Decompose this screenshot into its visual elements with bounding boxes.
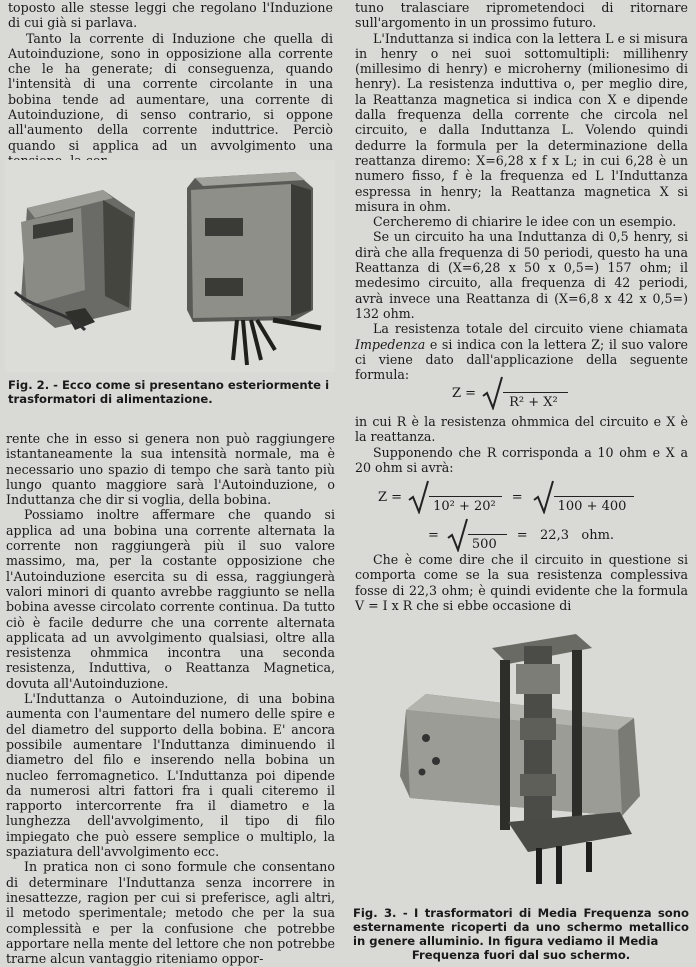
formula-lhs: Z = <box>378 489 403 505</box>
right-column-top <box>355 0 688 382</box>
caption-text: Fig. 3. - I trasformatori di Media Frequenza sono esternamente ricoperti da uno schermo metallico in genere alluminio. In figura vediamo il Media <box>353 906 689 948</box>
radical-sign-icon <box>408 480 430 514</box>
figure-3-if-transformer-photo <box>396 626 646 898</box>
paragraph: L'Induttanza si indica con la lettera L e si misura in henry o nei suoi sottomultipli: millihenry (millesimo di henry) e microherny (milionesimo di henry). La resistenza induttiva o, per meglio dire, la Reattanza magnetica si indica con X e dipende dalla frequenza della corrente che circola nel circuito, e dalla Induttanza L. Volendo quindi dedurre la formula per la determinazione della reattanza diremo: X=6,28 x f x L; in cui 6,28 è un numero fisso, f è la frequenza ed L l'Induttanza espressa in henry; la Reattanza magnetica X si misura in ohm. <box>355 30 688 214</box>
paragraph: In pratica non ci sono formule che consentano di determinare l'Induttanza senza incorrere in inesattezze, ragion per cui si preferisce, agli altri, il metodo sperimentale; metodo che per la sua complessità e per la confusione che potrebbe apportare nella mente del lettore che non potrebbe trarne alcun vantaggio riteniamo oppor- <box>6 859 335 967</box>
paragraph: Tanto la corrente di Induzione che quella di Autoinduzione, sono in opposizione alla corrente che le ha generate; di conseguenza, quando l'intensità di una corrente circolante in una bobina tende ad aumentare, una corrente di Autoinduzione, di senso contrario, si oppone all'aumento della corrente induttrice. Perciò quando si applica ad un avvolgimento una <box>8 30 333 153</box>
example-formula <box>378 480 634 514</box>
square-root <box>482 376 568 410</box>
radical-sign-icon <box>447 518 469 552</box>
left-column-bottom <box>6 431 335 966</box>
paragraph: Supponendo che R corrisponda a 10 ohm e X a 20 ohm si avrà: <box>355 444 688 475</box>
paragraph: tuno tralasciare riprometendoci di ritornare sull'argomento in un prossimo futuro. <box>355 0 688 31</box>
text: La resistenza totale del circuito viene chiamata <box>373 321 688 337</box>
paragraph: Possiamo inoltre affermare che quando si applica ad una bobina una corrente alternata la corrente non raggiungerà più il suo valore massimo, ma, per la costante opposizione che l'Autoinduzione esercita su di essa, raggiungerà valori minori di quanto avrebbe raggiunto se nella bobina avesse circolato corrente continua. Da tutto ciò è facile dedurre che una corrente alternata applicata ad un avvolgimento qualsiasi, oltre alla resistenza ohmmica incontra una seconda resistenza, Induttiva, o Reattanza Magnetica, dovuta all'Autoinduzione. <box>6 507 335 691</box>
radicand: 500 <box>468 534 507 552</box>
result-formula <box>428 518 614 552</box>
small-transformer-image <box>15 190 135 330</box>
radical-sign-icon <box>482 376 504 410</box>
radicand: 10² + 20² <box>429 496 502 514</box>
paragraph: in cui R è la resistenza ohmmica del circuito e X è la reattanza. <box>355 414 688 445</box>
left-column-top <box>8 0 333 168</box>
square-root <box>408 480 502 514</box>
formula-lhs: Z = <box>452 385 477 401</box>
right-column-middle <box>355 414 688 475</box>
equals-sign: = <box>428 527 439 543</box>
paragraph: Che è come dire che il circuito in questione si comporta come se la sua resistenza complessiva fosse di 22,3 ohm; è quindi evidente che la formula V = I x R che si ebbe occasione di <box>355 552 688 613</box>
figure-2-transformers-photo <box>5 160 335 372</box>
figure-2-caption: Fig. 2. - Ecco come si presentano esteriormente i trasformatori di alimentazione. <box>8 378 330 406</box>
impedance-formula <box>452 376 568 410</box>
equals-sign: = <box>511 489 523 505</box>
paragraph <box>355 321 688 382</box>
radical-sign-icon <box>533 480 555 514</box>
square-root <box>447 518 507 552</box>
radicand: R² + X² <box>503 392 568 410</box>
right-column-bottom <box>355 552 688 613</box>
italic-term: Impedenza <box>355 336 426 352</box>
paragraph: toposto alle stesse leggi che regolano l'Induzione di cui già si parlava. <box>8 0 333 31</box>
square-root <box>533 480 635 514</box>
radicand: 100 + 400 <box>554 496 635 514</box>
formula-result: = 22,3 ohm. <box>516 527 615 543</box>
paragraph: Se un circuito ha una Induttanza di 0,5 henry, si dirà che alla frequenza di 50 periodi, questo ha una Reattanza di (X=6,28 x 50 x 0,5=) 157 ohm; il medesimo circuito, alla frequenza di 42 periodi, avrà invece una Reattanza di (X=6,8 x 42 x 0,5=) 132 ohm. <box>355 229 688 321</box>
paragraph: Cercheremo di chiarire le idee con un esempio. <box>373 214 677 230</box>
text: e si indica con la lettera Z; il suo valore ci viene dato dall'applicazione della seguente formula: <box>355 336 688 383</box>
figure-3-caption <box>353 906 689 962</box>
paragraph: rente che in esso si genera non può raggiungere istantaneamente la sua intensità normale, ma è necessario uno spazio di tempo che sarà tanto più lungo quanto maggiore sarà l'Autoinduzione, o Induttanza che dir si voglia, della bobina. <box>6 431 335 508</box>
caption-text: Frequenza fuori dal suo schermo. <box>411 948 631 962</box>
paragraph: L'Induttanza o Autoinduzione, di una bobina aumenta con l'aumentare del numero delle spire e del diametro del supporto della bobina. E' ancora possibile aumentare l'Induttanza diminuendo il diametro del filo e inserendo nella bobina un nucleo ferromagnetico. L'Induttanza poi dipende da numerosi altri fattori fra i quali citeremo il rapporto intercorrente fra il diametro e la lunghezza dell'avvolgimento, il tipo di filo impiegato che può essere semplice o multiplo, la spaziatura dell'avvolgimento ecc. <box>6 691 335 860</box>
